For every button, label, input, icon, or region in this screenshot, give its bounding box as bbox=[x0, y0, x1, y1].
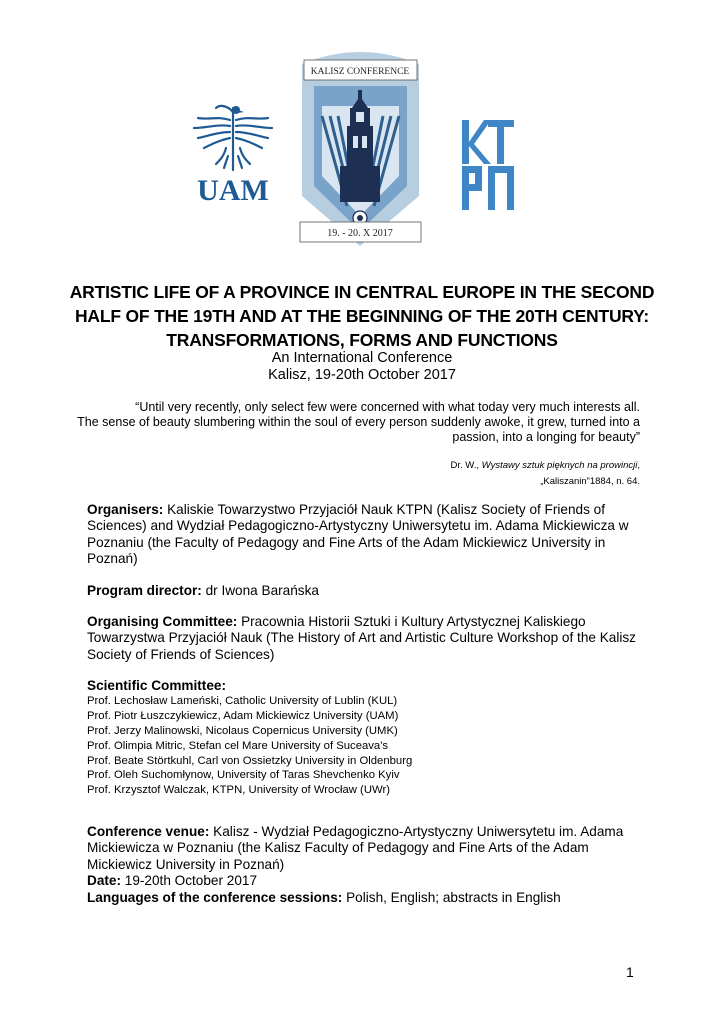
eagle-icon bbox=[190, 98, 276, 206]
citation-line-1 bbox=[300, 458, 640, 474]
citation-work: Wystawy sztuk pięknych na prowincji bbox=[481, 460, 638, 471]
ktpn-logo bbox=[460, 118, 516, 212]
program-director-label: Program director: bbox=[87, 583, 202, 598]
quote-line-1: “Until very recently, only select few were concerned with what today very much interests all. bbox=[135, 400, 640, 414]
citation-line-2: „Kaliszanin”1884, n. 64. bbox=[540, 476, 640, 487]
title-line-2: HALF OF THE 19TH AND AT THE BEGINNING OF THE 20TH CENTURY: bbox=[74, 306, 649, 326]
organising-committee-label: Organising Committee: bbox=[87, 614, 238, 629]
venue-details-section bbox=[87, 824, 647, 906]
program-director-paragraph bbox=[87, 583, 647, 599]
citation-author: Dr. W., bbox=[450, 460, 482, 471]
committee-member: Prof. Oleh Suchomłynow, University of Taras Shevchenko Kyiv bbox=[87, 769, 400, 782]
organisers-label: Organisers: bbox=[87, 502, 164, 517]
quote-citation bbox=[300, 458, 640, 490]
citation-comma: , bbox=[637, 460, 640, 471]
date-label: Date: bbox=[87, 873, 121, 889]
kalisz-logo-date-text: 19. - 20. X 2017 bbox=[327, 228, 393, 239]
uam-logo bbox=[190, 98, 276, 206]
organising-committee-text: Pracownia Historii Sztuki i Kultury Artystycznej Kaliskiego Towarzystwa Przyjaciół Nauk (The History of Art and Artistic Culture Workshop of the Kalisz Society of Friends of Sciences) bbox=[87, 614, 636, 662]
uam-logo-text: UAM bbox=[197, 174, 269, 206]
organisers-paragraph bbox=[87, 502, 647, 568]
kalisz-logo-top-text: KALISZ CONFERENCE bbox=[310, 67, 410, 77]
document-title bbox=[60, 280, 664, 352]
committee-member: Prof. Beate Störtkuhl, Carl von Ossietzky University in Oldenburg bbox=[87, 754, 413, 767]
subtitle-line-2: Kalisz, 19-20th October 2017 bbox=[268, 367, 456, 383]
program-director-text: dr Iwona Barańska bbox=[201, 583, 319, 598]
venue-paragraph bbox=[87, 824, 647, 873]
committee-member: Prof. Olimpia Mitric, Stefan cel Mare University of Suceava's bbox=[87, 739, 388, 752]
quote-line-3: passion, into a longing for beauty” bbox=[452, 430, 640, 444]
organising-committee-paragraph bbox=[87, 614, 647, 663]
title-line-3: TRANSFORMATIONS, FORMS AND FUNCTIONS bbox=[166, 330, 558, 350]
epigraph-quote bbox=[60, 400, 640, 445]
venue-text: Kalisz - Wydział Pedagogiczno-Artystyczny Uniwersytetu im. Adama Mickiewicza w Poznaniu (the Kalisz Faculty of Pedagogy and Fine Arts of the Adam Mickiewicz University in Poznań) bbox=[87, 824, 624, 872]
date-text: 19-20th October 2017 bbox=[121, 873, 258, 889]
venue-label: Conference venue: bbox=[87, 824, 210, 839]
scientific-committee-label: Scientific Committee: bbox=[87, 678, 226, 693]
date-paragraph bbox=[87, 873, 647, 889]
title-line-1: ARTISTIC LIFE OF A PROVINCE IN CENTRAL EUROPE IN THE SECOND bbox=[69, 282, 655, 302]
committee-member: Prof. Lechosław Lameński, Catholic University of Lublin (KUL) bbox=[87, 695, 398, 708]
committee-member: Prof. Piotr Łuszczykiewicz, Adam Mickiewicz University (UAM) bbox=[87, 710, 399, 723]
page-number: 1 bbox=[626, 964, 634, 980]
languages-label: Languages of the conference sessions: bbox=[87, 889, 343, 905]
scientific-committee-section bbox=[87, 678, 647, 798]
committee-member: Prof. Krzysztof Walczak, KTPN, University of Wrocław (UWr) bbox=[87, 784, 390, 797]
kalisz-conference-logo bbox=[292, 46, 429, 254]
subtitle-line-1: An International Conference bbox=[271, 350, 453, 366]
organisers-text: Kaliskie Towarzystwo Przyjaciół Nauk KTPN (Kalisz Society of Friends of Sciences) and Wydział Pedagogiczno-Artystyczny Uniwersytetu im. Adama Mickiewicza w Poznaniu (the Faculty of Pedagogy and Fine Arts of the Adam Mickiewicz University in Poznań) bbox=[87, 502, 629, 567]
languages-text: Polish, English; abstracts in English bbox=[342, 889, 561, 905]
committee-member: Prof. Jerzy Malinowski, Nicolaus Copernicus University (UMK) bbox=[87, 725, 398, 737]
languages-paragraph bbox=[87, 890, 647, 906]
conference-subtitle bbox=[0, 350, 724, 384]
quote-line-2: The sense of beauty slumbering within the soul of every person suddenly awoke, it grew, turned into a bbox=[77, 415, 640, 429]
